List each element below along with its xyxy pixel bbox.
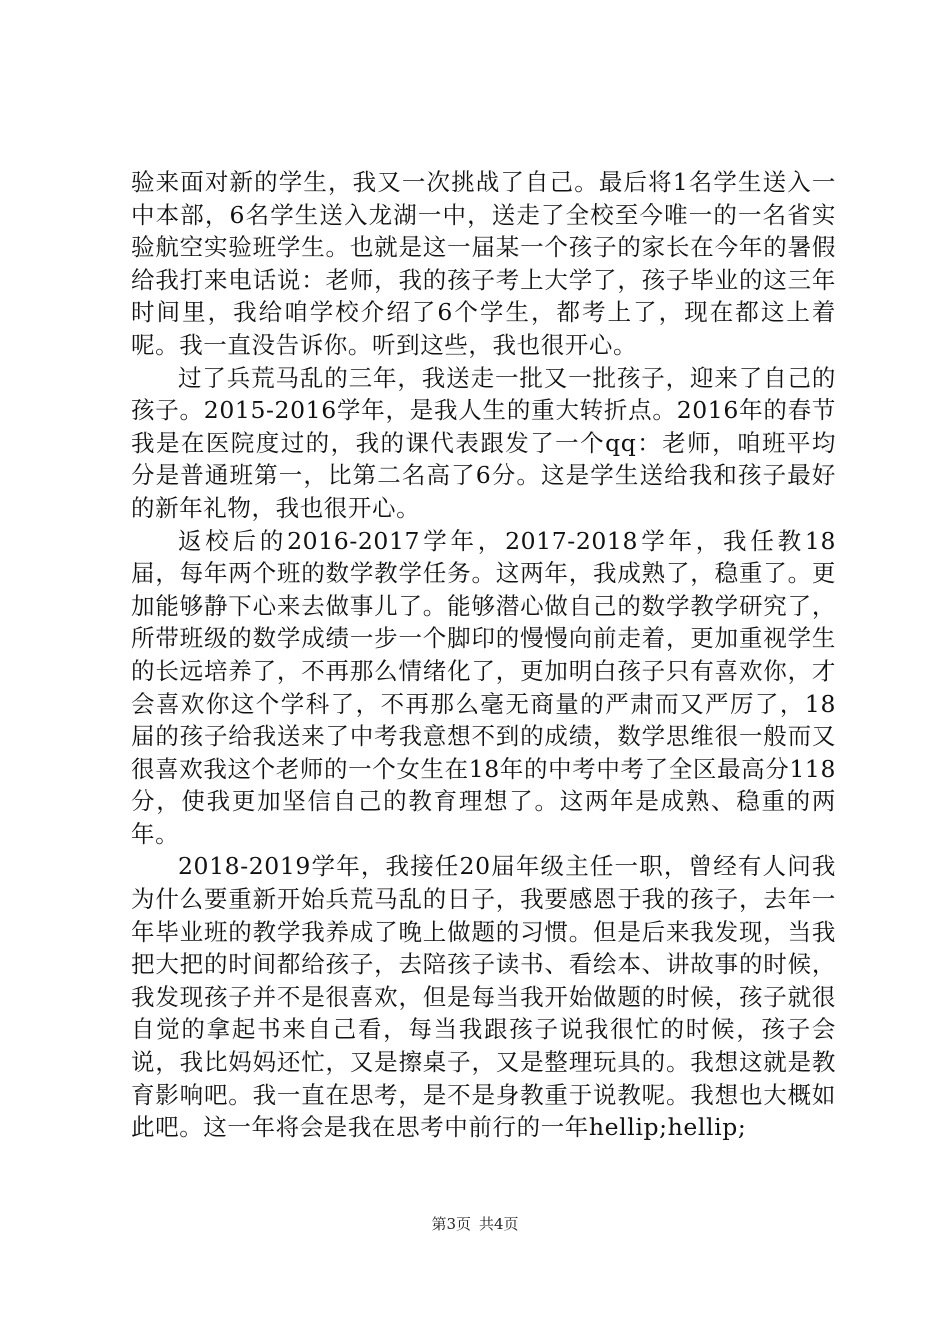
page-count-total: 共4页 (479, 1215, 519, 1233)
document-body (131, 166, 836, 1144)
page-number-current: 第3页 (431, 1215, 471, 1233)
page-footer (0, 1214, 950, 1234)
paragraph: 2018-2019学年，我接任20届年级主任一职，曾经有人问我为什么要重新开始兵荒马乱的日子，我要感恩于我的孩子，去年一年毕业班的教学我养成了晚上做题的习惯。但是后来我发现，当我把大把的时间都给孩子，去陪孩子读书、看绘本、讲故事的时候，我发现孩子并不是很喜欢，但是每当我开始做题的时候，孩子就很自觉的拿起书来自己看，每当我跟孩子说我很忙的时候，孩子会说，我比妈妈还忙，又是擦桌子，又是整理玩具的。我想这就是教育影响吧。我一直在思考，是不是身教重于说教呢。我想也大概如此吧。这一年将会是我在思考中前行的一年hellip;hellip; (131, 852, 836, 1142)
paragraph: 过了兵荒马乱的三年，我送走一批又一批孩子，迎来了自己的孩子。2015-2016学年，是我人生的重大转折点。2016年的春节我是在医院度过的，我的课代表跟发了一个qq：老师，咱班平均分是普通班第一，比第二名高了6分。这是学生送给我和孩子最好的新年礼物，我也很开心。 (131, 363, 836, 522)
paragraph: 返校后的2016-2017学年，2017-2018学年，我任教18届，每年两个班的数学教学任务。这两年，我成熟了，稳重了。更加能够静下心来去做事儿了。能够潜心做自己的数学教学研究了，所带班级的数学成绩一步一个脚印的慢慢向前走着，更加重视学生的长远培养了，不再那么情绪化了，更加明白孩子只有喜欢你，才会喜欢你这个学科了，不再那么毫无商量的严肃而又严厉了，18届的孩子给我送来了中考我意想不到的成绩，数学思维很一般而又很喜欢我这个老师的一个女生在18年的中考中考了全区最高分118分，使我更加坚信自己的教育理想了。这两年是成熟、稳重的两年。 (131, 526, 836, 848)
paragraph-continued: 验来面对新的学生，我又一次挑战了自己。最后将1名学生送入一中本部，6名学生送入龙湖一中，送走了全校至今唯一的一名省实验航空实验班学生。也就是这一届某一个孩子的家长在今年的暑假给我打来电话说：老师，我的孩子考上大学了，孩子毕业的这三年时间里，我给咱学校介绍了6个学生，都考上了，现在都这上着呢。我一直没告诉你。听到这些，我也很开心。 (131, 168, 836, 359)
